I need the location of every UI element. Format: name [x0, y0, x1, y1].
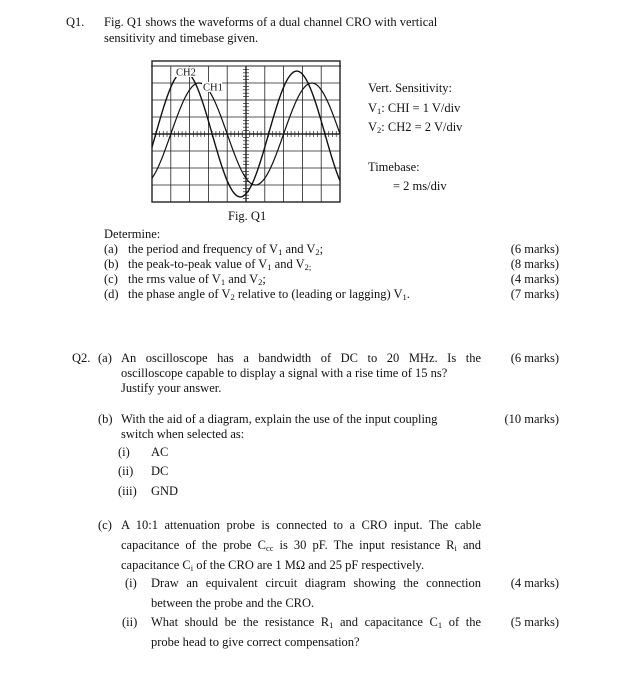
determine-heading: Determine: — [104, 227, 161, 241]
timebase-title: Timebase: — [368, 160, 420, 174]
q2a-marks: (6 marks) — [510, 351, 559, 365]
q2b-line2: switch when selected as: — [121, 427, 245, 441]
q1-label: Q1. — [66, 15, 85, 29]
ch1-label: CH1 — [203, 82, 223, 94]
q2c-line2: capacitance of the probe $C_{cc}$ is 30 pF. The input resistance $R_i$ and — [121, 538, 481, 553]
q2-label: Q2. — [72, 351, 91, 365]
q2a-line2: oscilloscope capable to display a signal with a rise time of 15 ns? — [121, 366, 448, 380]
q2a-line1: An oscilloscope has a bandwidth of DC to 20 MHz. Is the — [121, 351, 481, 365]
q2a-line3: Justify your answer. — [121, 381, 222, 395]
q2b-option-iii-text: GND — [151, 484, 179, 498]
v2-sensitivity: $V_2$: CH2 = 2 V/div — [368, 120, 463, 135]
q1-part-c-text: the rms value of $V_1$ and $V_2$; — [128, 272, 266, 287]
q2b-marks: (10 marks) — [504, 412, 559, 426]
q2c-line3: capacitance $C_i$ of the CRO are 1 MΩ and 25 pF respectively. — [121, 558, 425, 573]
figure-caption: Fig. Q1 — [228, 209, 267, 223]
q1-part-c-marks: (4 marks) — [510, 272, 559, 286]
q1-part-a-label: (a) — [104, 242, 118, 256]
q2b-option-iii-num: (iii) — [118, 484, 137, 498]
q2b-option-ii-text: DC — [151, 464, 169, 478]
vert-sensitivity-title: Vert. Sensitivity: — [368, 81, 453, 95]
q1-part-a-text: the period and frequency of $V_1$ and $V_2$; — [128, 242, 324, 257]
q1-part-b-text: the peak-to-peak value of $V_1$ and $V_{2;}$ — [128, 257, 312, 272]
q2c-ii-line1: What should be the resistance $R_1$ and capacitance $C_1$ of the — [151, 615, 482, 630]
q2b-label: (b) — [98, 412, 113, 426]
ch2-label: CH2 — [176, 67, 196, 79]
q1-part-d-marks: (7 marks) — [510, 287, 559, 301]
q2c-i-line1: Draw an equivalent circuit diagram showing the connection — [151, 576, 481, 590]
q2c-line1: A 10:1 attenuation probe is connected to a CRO input. The cable — [121, 518, 481, 532]
q2c-ii-marks: (5 marks) — [510, 615, 559, 629]
q2c-ii-num: (ii) — [122, 615, 138, 629]
q1-part-c-label: (c) — [104, 272, 118, 286]
q1-part-d-text: the phase angle of $V_2$ relative to (leading or lagging) $V_1$. — [128, 287, 410, 302]
q2b-option-i-text: AC — [151, 445, 169, 459]
q2c-ii-line2: probe head to give correct compensation? — [151, 635, 360, 649]
q2b-option-i-num: (i) — [118, 445, 130, 459]
v1-sensitivity: $V_1$: CHI = 1 V/div — [368, 101, 461, 116]
q1-part-d-label: (d) — [104, 287, 119, 301]
q2c-label: (c) — [98, 518, 112, 532]
q2c-i-marks: (4 marks) — [510, 576, 559, 590]
timebase-value: = 2 ms/div — [393, 179, 447, 193]
q1-part-b-marks: (8 marks) — [510, 257, 559, 271]
q1-part-b-label: (b) — [104, 257, 119, 271]
q2c-i-line2: between the probe and the CRO. — [151, 596, 315, 610]
q2a-label: (a) — [98, 351, 112, 365]
q2c-i-num: (i) — [125, 576, 137, 590]
oscilloscope-figure — [151, 60, 341, 203]
q1-part-a-marks: (6 marks) — [510, 242, 559, 256]
q2b-line1: With the aid of a diagram, explain the use of the input coupling — [121, 412, 438, 426]
q2b-option-ii-num: (ii) — [118, 464, 134, 478]
oscilloscope-screen — [151, 60, 341, 203]
q1-text-line2: sensitivity and timebase given. — [104, 31, 259, 45]
q1-text-line1: Fig. Q1 shows the waveforms of a dual channel CRO with vertical — [104, 15, 438, 29]
